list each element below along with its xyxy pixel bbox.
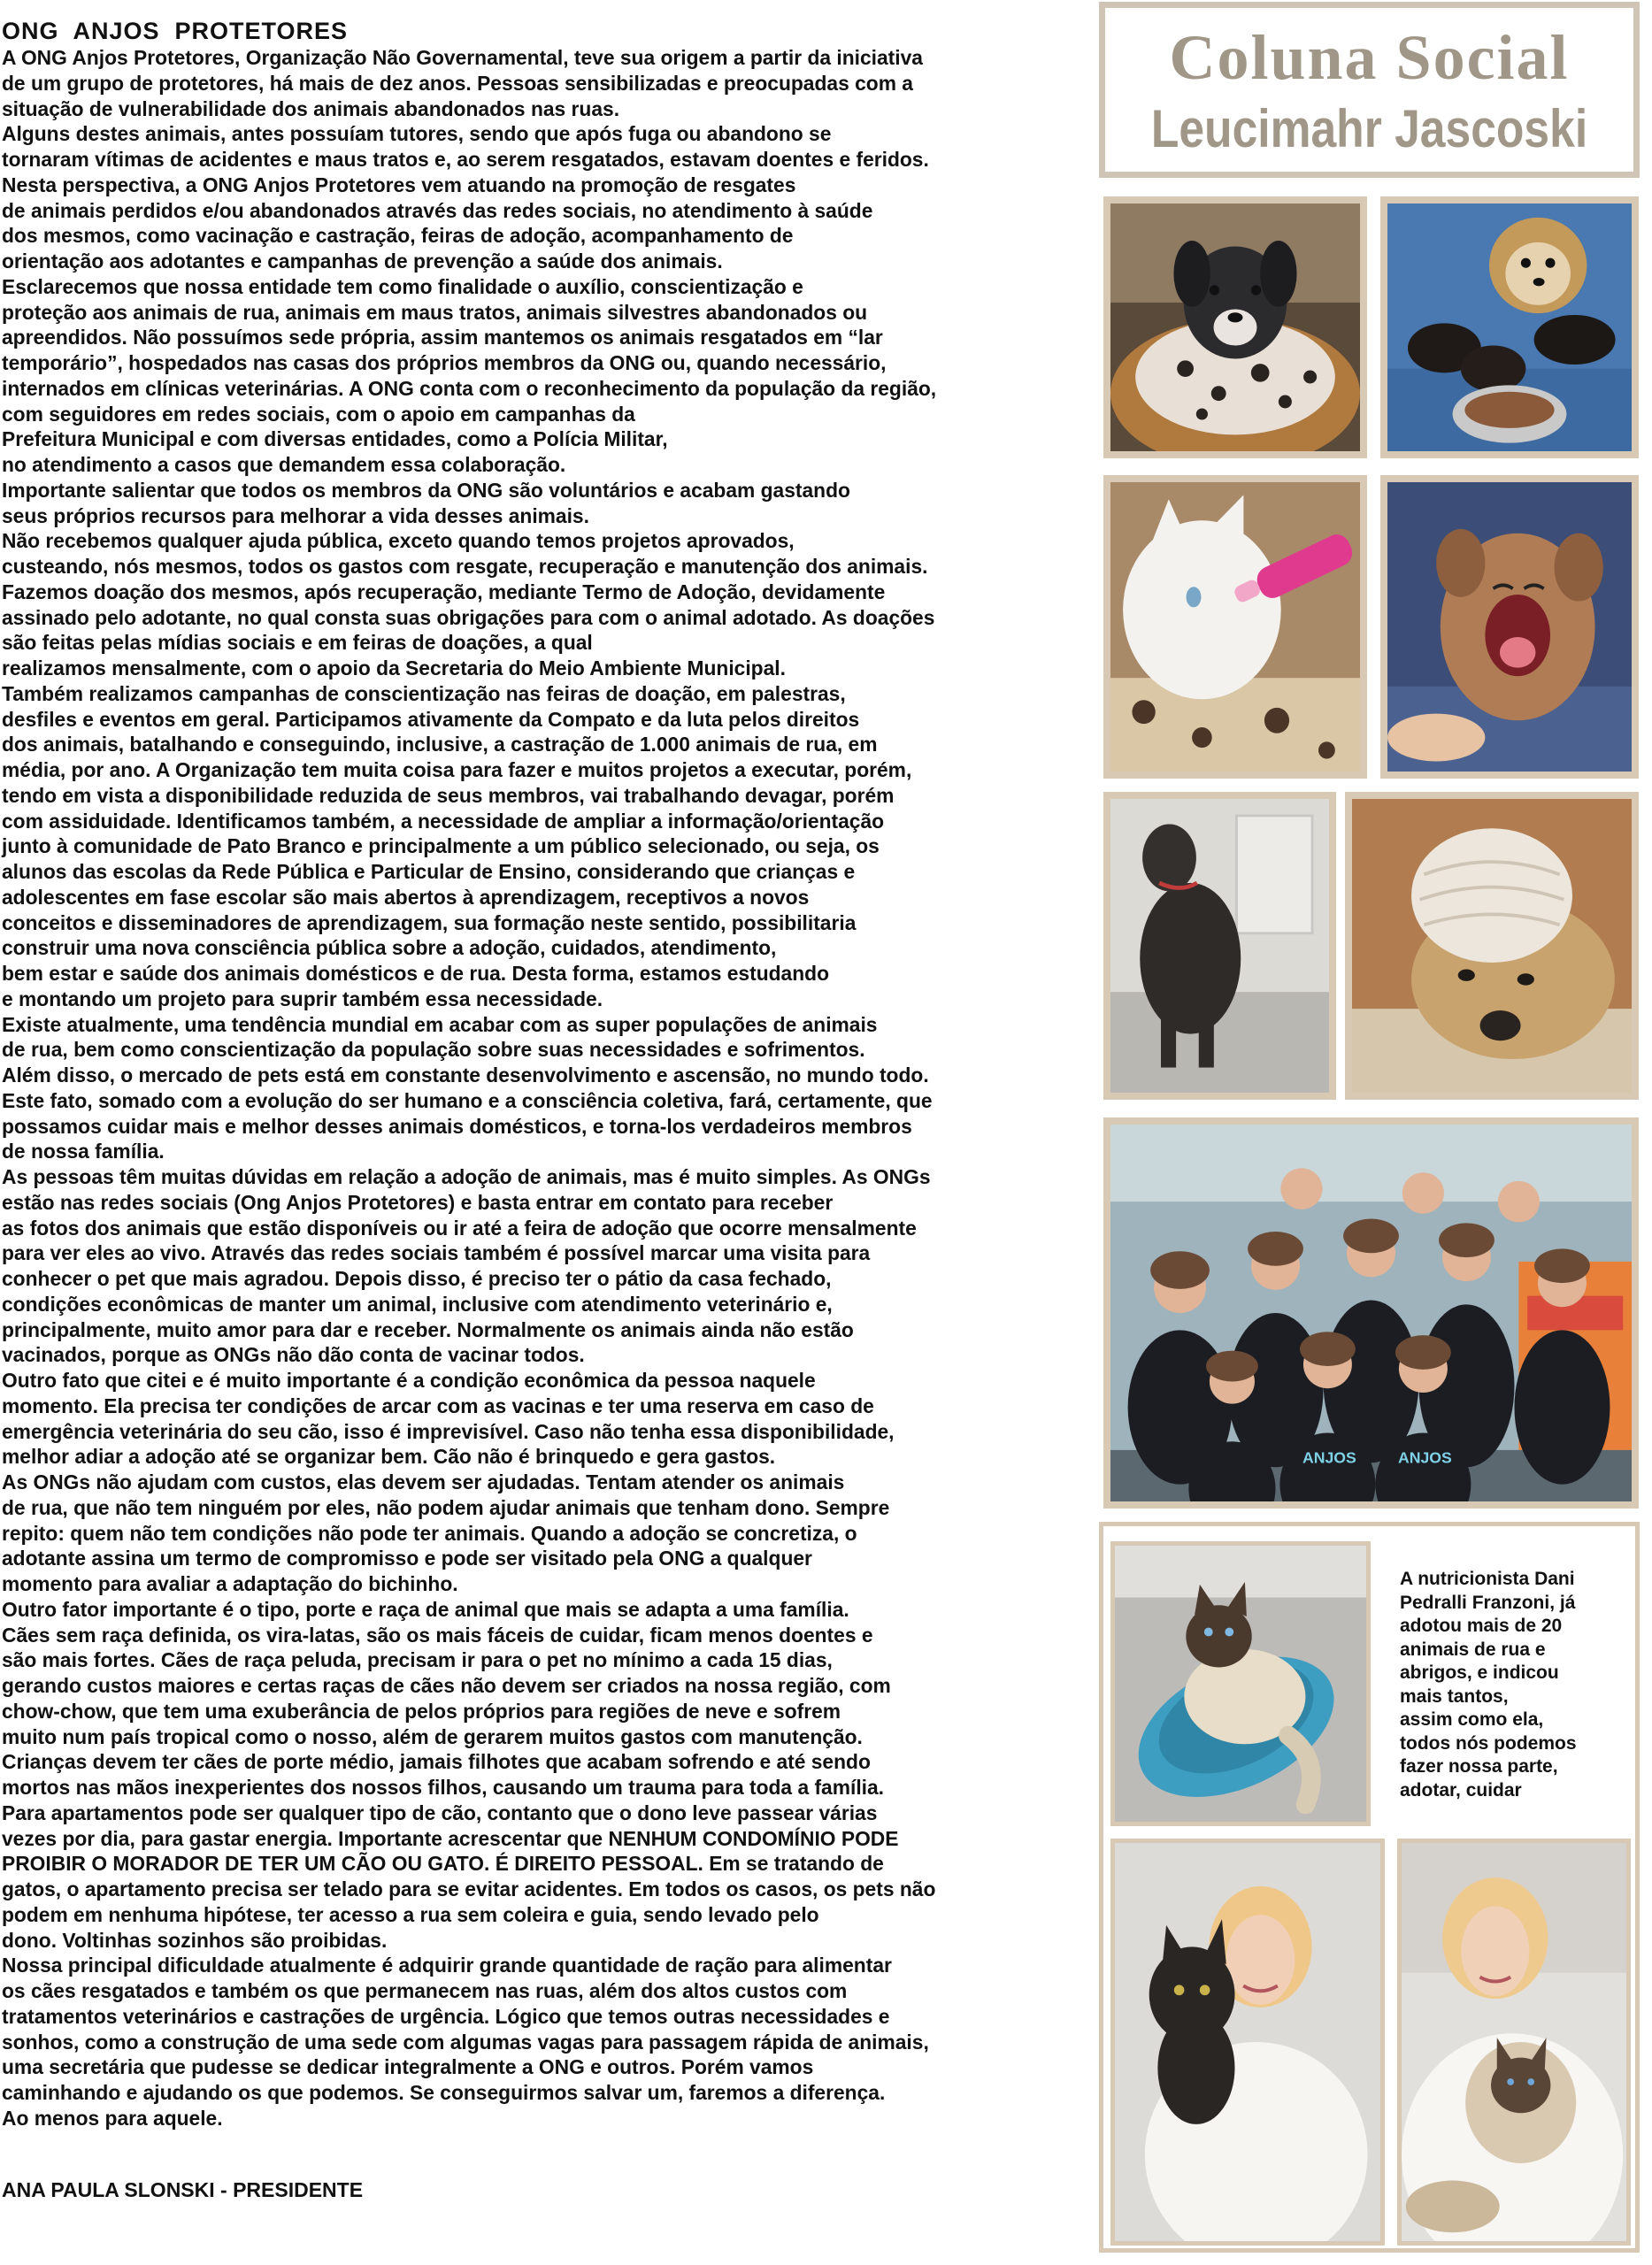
article-line: conhecer o pet que mais agradou. Depois disso, é preciso ter o pátio da casa fechado,: [2, 1267, 832, 1290]
article-line: emergência veterinária do seu cão, isso é imprevisível. Caso não tenha essa disponibilidade,: [2, 1419, 895, 1443]
photo-team: [1103, 1117, 1639, 1509]
article-line: mortos nas mãos inexperientes dos nossos filhos, causando um trauma para toda a família.: [2, 1776, 885, 1799]
photo-woman-siamese-cat: [1397, 1839, 1631, 2246]
article-line: dos animais, batalhando e conseguindo, inclusive, a castração de 1.000 animais de rua, em: [2, 733, 878, 756]
article-line: possamos cuidar mais e melhor desses animais domésticos, e torna-los verdadeiros membros: [2, 1114, 912, 1138]
article-line: Fazemos doação dos mesmos, após recuperação, mediante Termo de Adoção, devidamente: [2, 580, 886, 603]
article-line: tornaram vítimas de acidentes e maus tratos e, ao serem resgatados, estavam doentes e feridos.: [2, 148, 929, 171]
article-line: Esclarecemos que nossa entidade tem como finalidade o auxílio, conscientização e: [2, 274, 803, 298]
article-line: as fotos dos animais que estão disponíveis ou ir até a feira de adoção que ocorre mensalmente: [2, 1216, 917, 1240]
photo-dogs-eating: [1380, 196, 1639, 458]
article-line: são mais fortes. Cães de raça peluda, precisam ir para o pet no mínimo a cada 15 dias,: [2, 1648, 833, 1672]
article-signature: ANA PAULA SLONSKI - PRESIDENTE: [2, 2178, 364, 2201]
article-line: adotante assina um termo de compromisso e pode ser visitado pela ONG a qualquer: [2, 1547, 812, 1570]
article-body: [2, 45, 1081, 2131]
article-line: As pessoas têm muitas dúvidas em relação a adoção de animais, mas é muito simples. As ONGs: [2, 1165, 931, 1188]
article-line: orientação aos adotantes e campanhas de prevenção a saúde dos animais.: [2, 250, 723, 273]
article-line: podem em nenhuma hipótese, ter acesso a rua sem coleira e guia, sendo levado pelo: [2, 1902, 819, 1926]
article-line: chow-chow, que tem uma exuberância de pelos próprios para regiões de neve e sofrem: [2, 1699, 841, 1723]
article-line: Nesta perspectiva, a ONG Anjos Protetores vem atuando na promoção de resgates: [2, 173, 796, 196]
photo-dog-table: [1103, 792, 1336, 1100]
article-line: de animais perdidos e/ou abandonados através das redes sociais, no atendimento à saúde: [2, 198, 873, 222]
article-line: muito num país tropical como o nosso, além de gerarem muitos gastos com manutenção.: [2, 1724, 863, 1748]
article-line: com assiduidade. Identificamos também, a necessidade de ampliar a informação/orientação: [2, 809, 885, 833]
article-line: vezes por dia, para gastar energia. Importante acrescentar que NENHUM CONDOMÍNIO PODE: [2, 1826, 899, 1850]
photo-woman-dark-cat: [1110, 1839, 1385, 2246]
article-line: assinado pelo adotante, no qual consta suas obrigações para com o animal adotado. As doações: [2, 605, 935, 629]
nutritionist-caption: A nutricionista Dani Pedralli Franzoni, já adotou mais de 20 animais de rua e abrigos, e indicou mais tantos, assim como ela, todos nós podemos fazer nossa parte, adotar, cuidar: [1400, 1569, 1577, 1800]
team-shirt-text: ANJOS: [1302, 1448, 1356, 1467]
article-line: apreendidos. Não possuímos sede própria, assim mantemos os animais resgatados em “lar: [2, 326, 883, 349]
article-line: proteção aos animais de rua, animais em maus tratos, animais silvestres abandonados ou: [2, 300, 868, 324]
article-line: os cães resgatados e também os que permanecem nas ruas, além dos altos custos com: [2, 1979, 848, 2002]
article-line: Este fato, somado com a evolução do ser humano e a consciência coletiva, fará, certamente, que: [2, 1088, 933, 1112]
article-line: internados em clínicas veterinárias. A ONG conta com o reconhecimento da população da região,: [2, 376, 937, 400]
column-header: [1099, 2, 1640, 178]
article-title: ONG ANJOS PROTETORES: [2, 18, 349, 44]
article-line: gerando custos maiores e certas raças de cães não devem ser criados na nossa região, com: [2, 1674, 891, 1697]
article-line: PROIBIR O MORADOR DE TER UM CÃO OU GATO. É DIREITO PESSOAL. Em se tratando de: [2, 1852, 884, 1876]
article-line: sonhos, como a construção de uma sede com algumas vagas para passagem rápida de animais,: [2, 2030, 929, 2054]
columnist-name: Leucimahr Jascoski: [1150, 99, 1588, 158]
article-line: desfiles e eventos em geral. Participamos ativamente da Compato e da luta pelos direitos: [2, 707, 860, 731]
article-line: uma secretária que pudesse se dedicar integralmente a ONG e outros. Porém vamos: [2, 2055, 814, 2079]
article-line: Também realizamos campanhas de conscientização nas feiras de doação, em palestras,: [2, 681, 846, 705]
article-line: dono. Voltinhas sozinhos são proibidas.: [2, 1928, 388, 1952]
article-line: tendo em vista a disponibilidade reduzida de seus membros, vai trabalhando devagar, porém: [2, 783, 895, 807]
article-line: As ONGs não ajudam com custos, elas devem ser ajudadas. Tentam atender os animais: [2, 1470, 845, 1493]
article-line: e montando um projeto para suprir também essa necessidade.: [2, 987, 603, 1010]
article-line: conceitos e disseminadores de aprendizagem, sua formação neste sentido, possibilitaria: [2, 910, 857, 934]
article-line: Importante salientar que todos os membros da ONG são voluntários e acabam gastando: [2, 478, 850, 502]
column-title: Coluna Social: [1169, 22, 1570, 93]
article-line: construir uma nova consciência pública sobre a adoção, cuidados, atendimento,: [2, 936, 777, 960]
article-line: Ao menos para aquele.: [2, 2106, 223, 2130]
article-line: melhor adiar a adoção até se organizar bem. Cão não é brinquedo e gera gastos.: [2, 1445, 776, 1469]
article-line: com seguidores em redes sociais, com o apoio em campanhas da: [2, 402, 635, 426]
article-line: seus próprios recursos para melhorar a vida desses animais.: [2, 503, 589, 527]
article-line: temporário”, hospedados nas casas dos próprios membros da ONG ou, quando necessário,: [2, 351, 887, 374]
article-line: alunos das escolas da Rede Pública e Particular de Ensino, considerando que crianças e: [2, 860, 856, 883]
article-line: realizamos mensalmente, com o apoio da Secretaria do Meio Ambiente Municipal.: [2, 656, 786, 680]
article-line: estão nas redes sociais (Ong Anjos Protetores) e basta entrar em contato para receber: [2, 1190, 834, 1214]
article-line: caminhando e ajudando os que podemos. Se conseguirmos salvar um, faremos a diferença.: [2, 2081, 886, 2104]
article-line: tratamentos veterinários e castrações de urgência. Lógico que temos outras necessidades e: [2, 2004, 890, 2028]
article-line: repito: quem não tem condições não pode ter animais. Quando a adoção se concretiza, o: [2, 1521, 857, 1545]
photo-kitten-bottle: [1103, 475, 1367, 779]
article-line: são feitas pelas mídias sociais e em feiras de doações, a qual: [2, 631, 593, 655]
article-line: no atendimento a casos que demandem essa colaboração.: [2, 453, 566, 476]
article-line: momento para avaliar a adaptação do bichinho.: [2, 1572, 458, 1595]
article-line: Nossa principal dificuldade atualmente é adquirir grande quantidade de ração para alimentar: [2, 1954, 892, 1977]
article-line: Prefeitura Municipal e com diversas entidades, como a Polícia Militar,: [2, 427, 668, 451]
article-line: Outro fato que citei e é muito importante é a condição econômica da pessoa naquele: [2, 1369, 816, 1392]
team-shirt-text: ANJOS: [1397, 1448, 1452, 1467]
article-line: de um grupo de protetores, há mais de dez anos. Pessoas sensibilizadas e preocupadas com a: [2, 71, 913, 95]
photo-puppy-basket: [1103, 196, 1367, 458]
article-line: vacinados, porque as ONGs não dão conta de vacinar todos.: [2, 1343, 585, 1367]
article-line: de nossa família.: [2, 1140, 165, 1163]
article-line: bem estar e saúde dos animais domésticos e de rua. Desta forma, estamos estudando: [2, 962, 829, 985]
article-line: gatos, o apartamento precisa ser telado para se evitar acidentes. Em todos os casos, os pets não: [2, 1877, 936, 1900]
article-line: adolescentes em fase escolar são mais abertos à aprendizagem, receptivos a novos: [2, 885, 810, 909]
article-line: custeando, nós mesmos, todos os gastos com resgate, recuperação e manutenção dos animais.: [2, 555, 928, 578]
article-line: Além disso, o mercado de pets está em constante desenvolvimento e ascensão, no mundo todo.: [2, 1063, 929, 1086]
article-line: momento. Ela precisa ter condições de arcar com as vacinas e ter uma reserva em caso de: [2, 1394, 874, 1417]
article-line: de rua, bem como conscientização da população sobre suas necessidades e sofrimentos.: [2, 1038, 865, 1062]
photo-bandaged-dog: [1345, 792, 1639, 1100]
article-line: situação de vulnerabilidade dos animais abandonados nas ruas.: [2, 96, 620, 120]
article: [2, 18, 1081, 2131]
article-line: principalmente, muito amor para dar e receber. Normalmente os animais ainda não estão: [2, 1317, 854, 1341]
article-line: Outro fator importante é o tipo, porte e raça de animal que mais se adapta a uma família.: [2, 1597, 849, 1621]
article-line: Existe atualmente, uma tendência mundial em acabar com as super populações de animais: [2, 1012, 878, 1036]
photo-cat-basket: [1110, 1541, 1371, 1826]
article-line: Cães sem raça definida, os vira-latas, são os mais fáceis de cuidar, ficam menos doentes e: [2, 1623, 873, 1647]
article-line: Não recebemos qualquer ajuda pública, exceto quando temos projetos aprovados,: [2, 529, 795, 553]
article-line: condições econômicas de manter um animal, inclusive com atendimento veterinário e,: [2, 1292, 833, 1316]
article-line: Alguns destes animais, antes possuíam tutores, sendo que após fuga ou abandono se: [2, 122, 832, 146]
article-line: de rua, que não tem ninguém por eles, não podem ajudar animais que tenham dono. Sempre: [2, 1495, 890, 1519]
article-line: A ONG Anjos Protetores, Organização Não Governamental, teve sua origem a partir da iniciativa: [2, 46, 923, 69]
article-line: Crianças devem ter cães de porte médio, jamais filhotes que acabam sofrendo e até sendo: [2, 1750, 871, 1774]
article-line: Para apartamentos pode ser qualquer tipo de cão, contanto que o dono leve passear várias: [2, 1800, 878, 1824]
article-line: média, por ano. A Organização tem muita coisa para fazer e muitos projetos a executar, porém,: [2, 758, 912, 781]
photo-puppy-yawning: [1380, 475, 1639, 779]
article-line: junto à comunidade de Pato Branco e principalmente a um público selecionado, ou seja, os: [2, 834, 880, 858]
article-line: para ver eles ao vivo. Através das redes sociais também é possível marcar uma visita para: [2, 1241, 871, 1265]
article-line: dos mesmos, como vacinação e castração, feiras de adoção, acompanhamento de: [2, 224, 794, 248]
